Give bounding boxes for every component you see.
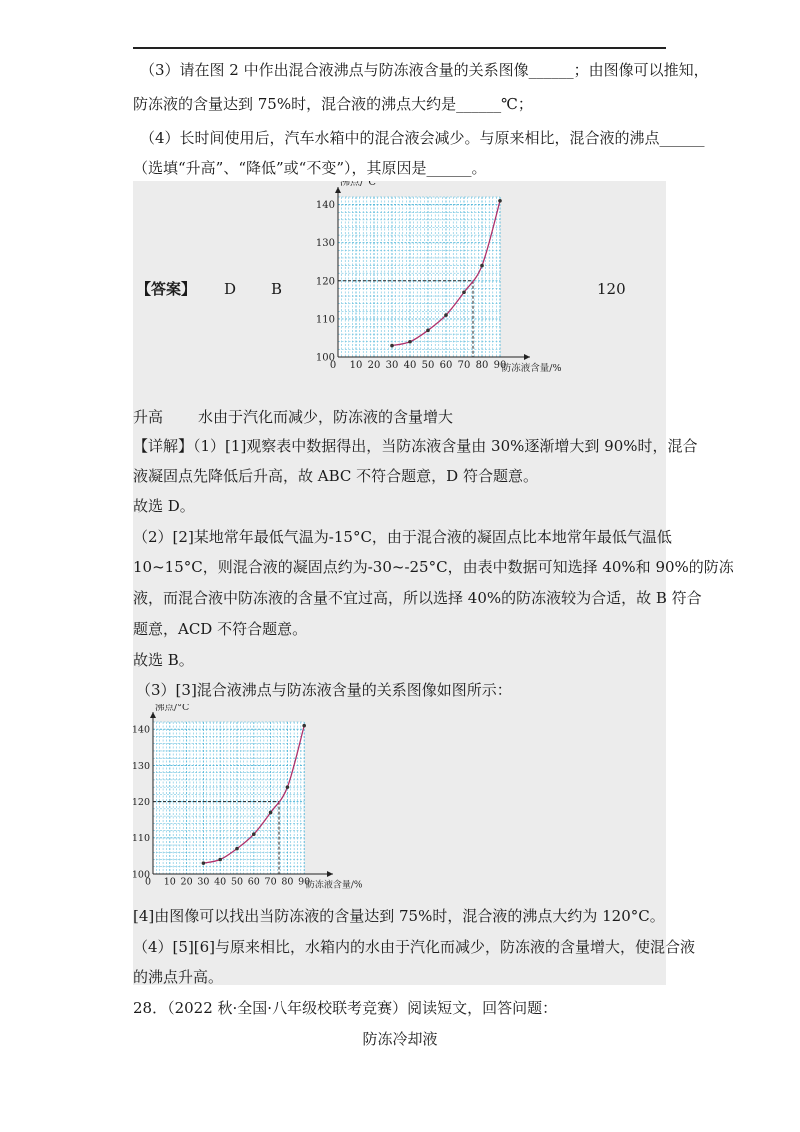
data-point: [426, 329, 430, 333]
x-tick-label: 10: [163, 876, 176, 888]
question-line-3: （4）长时间使用后，汽车水箱中的混合液会减少。与原来相比，混合液的沸点______: [140, 129, 705, 147]
explanation-line-4: （2）[2]某地常年最低气温为-15°C，由于混合液的凝固点比本地常年最低气温低: [133, 528, 672, 546]
data-point: [390, 344, 394, 348]
explanation-line-1: 【详解】（1）[1]观察表中数据得出，当防冻液含量由 30%逐渐增大到 90%时，混合: [133, 437, 698, 455]
y-tick-label: 100: [316, 352, 335, 364]
x-tick-label: 20: [180, 876, 193, 888]
question-line-1: （3）请在图 2 中作出混合液沸点与防冻液含量的关系图像______；由图像可以推知，: [140, 61, 709, 79]
explanation-line-7: 题意，ACD 不符合题意。: [133, 620, 308, 638]
x-tick-label: 70: [264, 876, 277, 888]
data-point: [462, 290, 466, 294]
question-line-4: （选填“升高”、“降低”或“不变”），其原因是______。: [133, 159, 487, 177]
question-line-2: 防冻液的含量达到 75%时，混合液的沸点大约是______℃；: [133, 95, 533, 113]
data-point: [302, 724, 306, 728]
x-axis-label: 防冻液含量/%: [305, 880, 363, 891]
x-tick-label: 40: [403, 360, 417, 371]
y-tick-label: 140: [133, 724, 150, 736]
next-title: 防冻冷却液: [362, 1030, 438, 1048]
data-point: [269, 811, 273, 815]
next-question: 28．（2022 秋·全国·八年级校联考竞赛）阅读短文，回答问题：: [133, 999, 558, 1017]
data-point: [202, 861, 206, 865]
x-tick-label: 60: [247, 876, 260, 888]
data-point: [408, 340, 412, 344]
y-tick-label: 130: [316, 238, 335, 250]
x-tick-label: 20: [367, 360, 381, 371]
explanation-after-1: [4]由图像可以找出当防冻液的含量达到 75%时，混合液的沸点大约为 120°C。: [133, 907, 665, 925]
x-axis-arrow: [524, 354, 530, 360]
y-tick-label: 100: [133, 869, 150, 881]
explanation-after-3: 的沸点升高。: [133, 968, 224, 986]
explanation-line-5: 10~15°C，则混合液的凝固点约为-30~-25°C，由表中数据可知选择 40%和 90%的防冻: [133, 558, 734, 576]
x-tick-label: 90: [298, 876, 311, 888]
answer-5: 水由于汽化而减少，防冻液的含量增大: [198, 408, 454, 426]
answer-label: 【答案】: [136, 280, 197, 298]
data-point: [235, 847, 239, 851]
answer-3: 120: [597, 280, 626, 298]
x-tick-label: 70: [457, 360, 471, 371]
explanation-after-2: （4）[5][6]与原来相比，水箱内的水由于汽化而减少，防冻液的含量增大，使混合液: [133, 938, 696, 956]
x-tick-label: 40: [214, 876, 227, 888]
header-rule: [133, 47, 666, 49]
explanation-line-3: 故选 D。: [133, 497, 195, 515]
answer-chart-svg: [316, 181, 566, 381]
x-axis-label: 防冻液含量/%: [501, 363, 562, 374]
y-tick-label: 120: [316, 276, 335, 288]
explanation-line-2: 液凝固点先降低后升高，故 ABC 不符合题意，D 符合题意。: [133, 467, 538, 485]
x-tick-label: 60: [439, 360, 453, 371]
y-tick-label: 130: [133, 760, 150, 772]
explanation-chart-svg: [133, 704, 373, 894]
x-tick-label: 10: [349, 360, 363, 371]
y-axis-label: 沸点/°C: [340, 181, 377, 188]
data-point: [252, 832, 256, 836]
x-tick-label: 30: [197, 876, 210, 888]
data-point: [218, 858, 222, 862]
y-axis-label: 沸点/°C: [155, 704, 190, 713]
x-tick-label: 0: [329, 360, 337, 371]
data-point: [480, 264, 484, 268]
answer-4: 升高: [133, 408, 164, 426]
answer-1: D: [224, 280, 237, 298]
data-point: [286, 785, 290, 789]
data-point: [444, 313, 448, 317]
explanation-line-9: （3）[3]混合液沸点与防冻液含量的关系图像如图所示：: [136, 681, 512, 699]
data-point: [498, 199, 502, 203]
x-tick-label: 50: [421, 360, 435, 371]
y-tick-label: 110: [316, 314, 335, 326]
x-tick-label: 80: [281, 876, 294, 888]
answer-2: B: [271, 280, 283, 298]
y-tick-label: 120: [133, 796, 150, 808]
x-tick-label: 30: [385, 360, 399, 371]
x-axis-arrow: [327, 871, 333, 877]
explanation-line-8: 故选 B。: [133, 651, 194, 669]
x-tick-label: 0: [144, 876, 152, 888]
y-tick-label: 140: [316, 200, 335, 212]
explanation-chart: [133, 704, 373, 898]
explanation-line-6: 液，而混合液中防冻液的含量不宜过高，所以选择 40%的防冻液较为合适，故 B 符合: [133, 589, 702, 607]
x-tick-label: 90: [493, 360, 507, 371]
answer-chart: [316, 181, 566, 385]
x-tick-label: 80: [475, 360, 489, 371]
y-tick-label: 110: [133, 833, 150, 845]
x-tick-label: 50: [230, 876, 244, 888]
